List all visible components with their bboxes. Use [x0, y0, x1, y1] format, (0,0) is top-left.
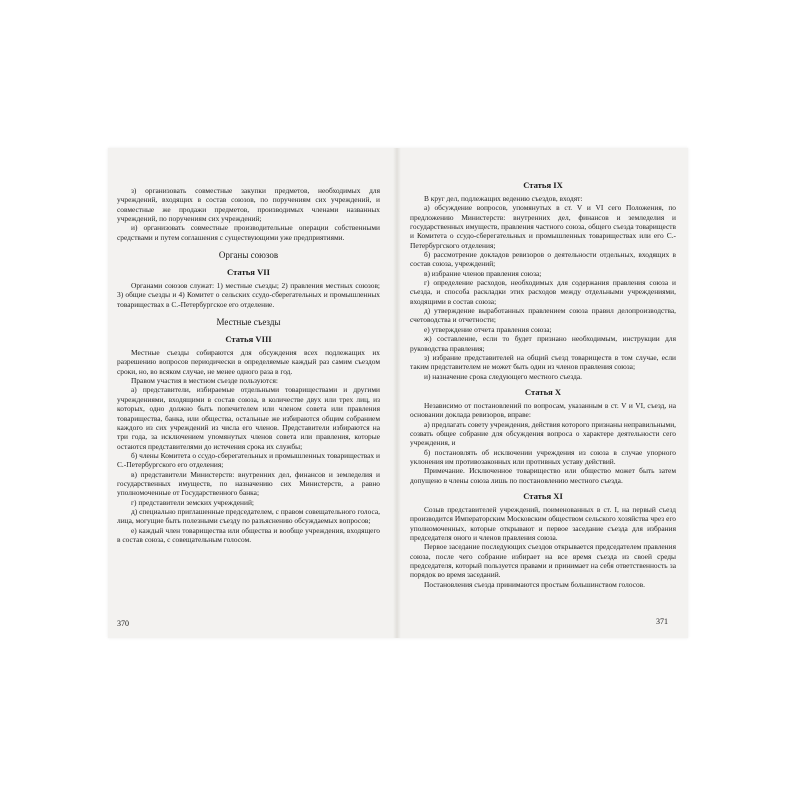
paragraph: В круг дел, подлежащих ведению съездов, входят:	[424, 194, 583, 203]
paragraph: з) избрание представителей на общий съезд товариществ в том случае, если таким представителем не может быть один из членов правления союза;	[410, 352, 676, 372]
paragraph: е) утверждение отчета правления союза;	[424, 324, 552, 334]
paragraph: Созыв представителей учреждений, поименованных в ст. I, на первый съезд производится Императорским Московским обществом сельского хозяйства чрез его уполномоченных, которые открывают и первое заседание съезда для избрания председателя оного и членов правления союза.	[410, 504, 676, 542]
paragraph: г) определение расходов, необходимых для содержания правления союза и съезда, и способа раскладки этих расходов между отдельными учреждениями, входящими в состав союза;	[410, 278, 676, 306]
left-page	[117, 186, 380, 544]
paragraph: б) постановлять об исключении учреждения из союза в случае упорного уклонения им противозаконных или противных уставу действий.	[410, 447, 676, 466]
paragraph: б) рассмотрение докладов ревизоров о деятельности отдельных, входящих в состав союза, учреждений;	[410, 250, 676, 269]
article-title-8: Статья VIII	[225, 334, 272, 345]
paragraph: и) организовать совместные производительные операции собственными средствами и путем соглашения с существующими уже предприятиями.	[117, 223, 380, 242]
paragraph: в) избрание членов правления союза;	[424, 268, 542, 278]
paragraph: з) организовать совместные закупки предметов, необходимых для учреждений, входящих в состав союзов, по поручениям сих учреждений, и совместные же продажи предметов, производимых членами названных учреждений, по поручениям сих учреждений;	[117, 186, 380, 224]
paragraph: Правом участия в местном съезде пользуются:	[131, 376, 278, 386]
book-gutter	[393, 148, 401, 638]
paragraph: б) члены Комитета о ссудо-сберегательных и промышленных товариществах и С.-Петербургского его отделения;	[117, 450, 380, 470]
paragraph: Независимо от постановлений по вопросам, указанным в ст. V и VI, съезд, на основании доклада ревизоров, вправе:	[410, 400, 676, 420]
paragraph: Органами союзов служат: 1) местные съезды; 2) правления местных союзов; 3) общие съезды и 4) Комитет о сельских ссудо-сберегательных и промышленных товариществах в С.-Петербургское его отделение.	[117, 281, 380, 309]
paragraph: г) представители земских учреждений;	[131, 497, 254, 507]
paragraph: Местные съезды собираются для обсуждения всех подлежащих их разрешению вопросов периодически в определяемые каждый раз самим съездом сроки, но, во всяком случае, не менее одного раза в год.	[117, 348, 380, 376]
paragraph: ж) составление, если то будет признано необходимым, инструкции для руководства правления;	[410, 334, 676, 353]
article-title-10: Статья X	[524, 386, 562, 397]
article-title-11: Статья XI	[523, 490, 563, 501]
article-title-9: Статья IX	[523, 180, 563, 190]
paragraph: а) представители, избираемые отдельными товариществами и другими учреждениями, входящими в состав союза, в количестве двух или трех лиц, из которых, одно должно быть попечителем или членом совета или правления товарищества, банка, или общества, остальные же избираются общим собранием каждого из сих учреждений из числа его членов. Представители избираются на три года, за исключением упомянутых членов совета или правления, которые остаются представителями до истечения срока их службы;	[117, 385, 380, 451]
paragraph: в) представители Министерств: внутренних дел, финансов и земледелия и государственных имуществ, по назначению сих Министерств, а равно уполномоченные от Государственного банка;	[117, 469, 380, 498]
right-page	[410, 180, 676, 589]
paragraph: е) каждый член товарищества или общества и вообще учреждения, входящего в состав союза, с совещательным голосом.	[117, 525, 380, 544]
paragraph: а) предлагать совету учреждения, действия которого признаны неправильными, созвать общее собрание для обсуждения вопроса о характере деятельности сего учреждения, и	[410, 419, 676, 448]
section-title-organs: Органы союзов	[218, 250, 279, 261]
paragraph: д) утверждение выработанных правлением союза правил делопроизводства, счетоводства и отчетности;	[410, 306, 676, 325]
paragraph: и) назначение срока следующего местного съезда.	[424, 371, 582, 381]
paragraph: Постановления съезда принимаются простым большинством голосов.	[424, 579, 646, 589]
paragraph: д) специально приглашенные председателем, с правом совещательного голоса, лица, могущие быть полезными съезду по разъяснению обсуждаемых вопросов;	[117, 506, 380, 526]
article-title-7: Статья VII	[227, 267, 270, 278]
page-number-left: 370	[117, 619, 129, 628]
paragraph: а) обсуждение вопросов, упомянутых в ст. V и VI сего Положения, по предложению Министерств: внутренних дел, финансов и земледелия и государственных имуществ, правления частного союза, общего съезда товариществ и Комитета о ссудо-сберегательных и промышленных товариществах или его С.-Петербургского отделения;	[410, 203, 676, 250]
page-number-right: 371	[656, 617, 668, 626]
paragraph: Примечание. Исключенное товарищество или общество может быть затем допущено в члены союза лишь по постановлению местного съезда.	[410, 466, 676, 485]
paragraph: Первое заседание последующих съездов открывается председателем правления союза, после чего собрание избирает на все время съезда из своей среды председателя, который пользуется правами и принимает на себя ответственность за порядок во время заседаний.	[410, 542, 676, 580]
section-title-local: Местные съезды	[216, 317, 281, 328]
